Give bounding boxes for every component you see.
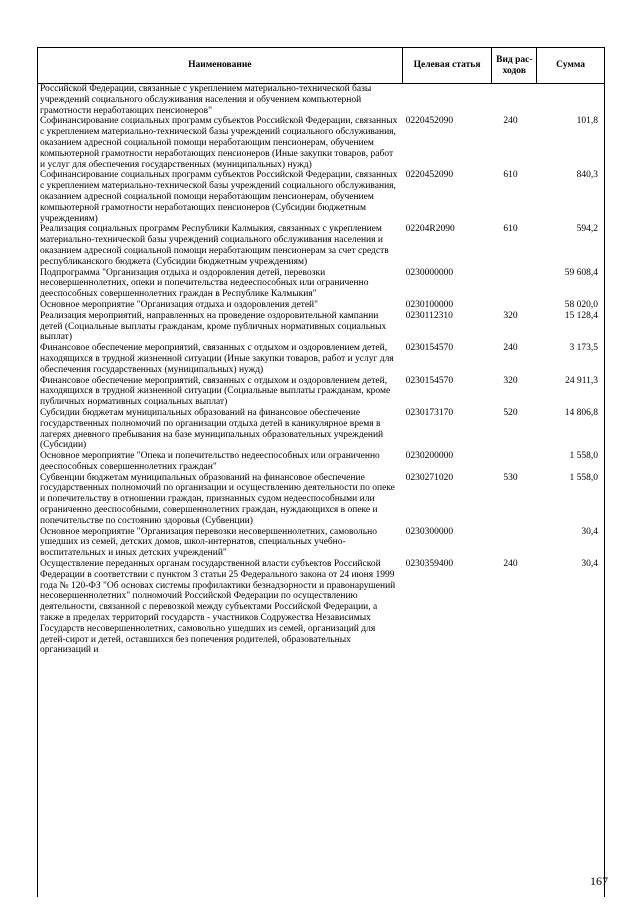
table-row xyxy=(38,224,604,267)
cell-sum: 14 806,8 xyxy=(564,407,598,418)
cell-code: 0230300000 xyxy=(405,526,454,537)
cell-code: 0230000000 xyxy=(405,267,454,278)
cell-vid xyxy=(491,451,536,473)
cell-vid xyxy=(491,300,536,311)
table-row xyxy=(38,559,604,656)
cell-name: Софинансирование социальных программ субъектов Российской Федерации, связанных с укреплением материально-технической базы учреждений социального обслуживания, оказанием адресной социальной помощи неработающим пенсионерам, обучением компьютерной грамотности неработающих пенсионеров (Субсидии бюджетным учреждениям) xyxy=(40,170,398,224)
cell-code xyxy=(402,84,492,116)
cell-sum: 58 020,0 xyxy=(564,299,598,310)
cell-code: 0220452090 xyxy=(405,116,454,127)
header-sum: Сумма xyxy=(536,48,604,83)
cell-vid xyxy=(491,84,536,116)
table-row xyxy=(38,408,604,451)
cell-sum: 30,4 xyxy=(581,559,598,570)
cell-code: 0230154570 xyxy=(405,343,454,354)
cell-name: Финансовое обеспечение мероприятий, связанных с отдыхом и оздоровлением детей, находящихся в трудной жизненной ситуации (Иные закупки товаров, работ и услуг для обеспечения государственных (муниципальных) нужд) xyxy=(40,343,394,375)
cell-name: Субсидии бюджетам муниципальных образований на финансовое обеспечение государственных полномочий по организации отдыха детей в каникулярное время в лагерях дневного пребывания на базе муниципальных образовательных учреждений (Субсидии) xyxy=(40,407,384,451)
cell-vid: 320 xyxy=(503,310,518,321)
cell-vid xyxy=(491,527,536,559)
table-row xyxy=(38,311,604,343)
table-row xyxy=(38,343,604,375)
cell-vid: 320 xyxy=(503,375,518,386)
cell-name: Финансовое обеспечение мероприятий, связанных с отдыхом и оздоровлением детей, находящихся в трудной жизненной ситуации (Социальные выплаты гражданам, кроме публичных нормативных социальных выплат) xyxy=(40,375,391,408)
cell-code: 0230173170 xyxy=(405,407,454,418)
cell-sum: 101,8 xyxy=(576,116,598,127)
cell-code: 0220452090 xyxy=(405,170,454,181)
cell-code: 0230154570 xyxy=(405,375,454,386)
table-row xyxy=(38,300,604,311)
cell-name: Российской Федерации, связанные с укреплением материально-технической базы учреждений социального обслуживания населения и обучением компьютерной грамотности неработающих пенсионеров" xyxy=(40,84,372,116)
table-row xyxy=(38,473,604,527)
cell-name: Основное мероприятие "Организация отдыха и оздоровления детей" xyxy=(40,299,319,310)
table-header xyxy=(37,47,605,84)
cell-sum: 3 173,5 xyxy=(569,343,598,354)
budget-table xyxy=(37,47,605,897)
table-row xyxy=(38,451,604,473)
cell-name: Подпрограмма "Организация отдыха и оздоровления детей, перевозки несовершеннолетних, опеки и попечительства недееспособных или ограниченно дееспособных совершеннолетних граждан в Республике Калмыкия" xyxy=(40,267,369,300)
cell-vid: 530 xyxy=(503,472,518,483)
cell-sum: 1 558,0 xyxy=(569,451,598,462)
cell-name: Основное мероприятие "Организация перевозки несовершеннолетних, самовольно ушедших из семей, детских домов, школ-интернатов, специальных учебно-воспитательных и иных детских учреждений" xyxy=(40,526,377,559)
cell-sum: 30,4 xyxy=(581,526,598,537)
table-row xyxy=(38,376,604,408)
header-vid: Вид рас-ходов xyxy=(491,48,536,83)
cell-code: 0230271020 xyxy=(405,472,454,483)
cell-vid: 240 xyxy=(503,343,518,354)
cell-vid: 240 xyxy=(503,116,518,127)
table-row xyxy=(38,84,604,116)
cell-sum: 840,3 xyxy=(576,170,598,181)
table-row xyxy=(38,116,604,170)
table-row xyxy=(38,527,604,559)
cell-name: Реализация социальных программ Республики Калмыкия, связанных с укреплением материально-технической базы учреждений социального обслуживания населения и оказанием адресной социальной помощи неработающим пенсионерам за счет средств республиканского бюджета (Субсидии бюджетным учреждениям) xyxy=(40,224,389,267)
cell-name: Основное мероприятие "Опека и попечительство недееспособных или ограниченно дееспособных совершеннолетних граждан" xyxy=(40,451,380,472)
cell-code: 0230100000 xyxy=(405,299,454,310)
cell-sum: 24 911,3 xyxy=(565,375,598,386)
cell-sum: 594,2 xyxy=(576,224,598,235)
cell-name: Софинансирование социальных программ субъектов Российской Федерации, связанных с укреплением материально-технической базы учреждений социального обслуживания, оказанием адресной социальной помощи неработающим пенсионерам, обучением компьютерной грамотности неработающих пенсионеров (Иные закупки товаров, работ и услуг для обеспечения государственных (муниципальных) нужд) xyxy=(40,116,398,170)
cell-sum: 15 128,4 xyxy=(564,310,598,321)
table-row xyxy=(38,170,604,224)
cell-vid: 520 xyxy=(503,407,518,418)
cell-code: 0230359400 xyxy=(405,559,454,570)
cell-name: Реализация мероприятий, направленных на проведение оздоровительной кампании детей (Социальные выплаты гражданам, кроме публичных нормативных социальных выплат) xyxy=(40,310,387,343)
header-name: Наименование xyxy=(188,60,252,71)
cell-name: Осуществление переданных органам государственной власти субъектов Российской Федерации в соответствии с пунктом 3 статьи 25 Федерального закона от 24 июня 1999 года № 120-ФЗ "Об основах системы профилактики безнадзорности и правонарушений несовершеннолетних" полномочий Российской Федерации по осуществлению деятельности, связанной с перевозкой между субъектами Российской Федерации, а также в пределах территорий государств - участников Содружества Независимых Государств несовершеннолетних, самовольно ушедших из семей, организаций для детей-сирот и детей, оставшихся без попечения родителей, образовательных организаций и xyxy=(40,559,396,656)
page-number: 167 xyxy=(590,874,608,888)
cell-sum: 1 558,0 xyxy=(569,472,598,483)
cell-vid: 610 xyxy=(503,224,518,235)
cell-vid: 240 xyxy=(503,559,518,570)
cell-name: Субвенции бюджетам муниципальных образований на финансовое обеспечение государственных полномочий по организации и осуществлению деятельности по опеке и попечительству в отношении граждан, признанных судом недееспособными или ограниченно дееспособными, совершеннолетних граждан, нуждающихся в опеке и попечительстве по состоянию здоровья (Субвенции) xyxy=(40,472,395,526)
table-body xyxy=(37,84,605,897)
header-code: Целевая статья xyxy=(402,48,492,83)
cell-sum: 59 608,4 xyxy=(564,267,598,278)
cell-code: 02204R2090 xyxy=(405,224,455,235)
cell-vid: 610 xyxy=(503,170,518,181)
cell-sum xyxy=(536,84,604,116)
cell-code: 0230112310 xyxy=(405,310,453,321)
cell-code: 0230200000 xyxy=(405,451,454,462)
table-row xyxy=(38,268,604,300)
cell-vid xyxy=(491,268,536,300)
